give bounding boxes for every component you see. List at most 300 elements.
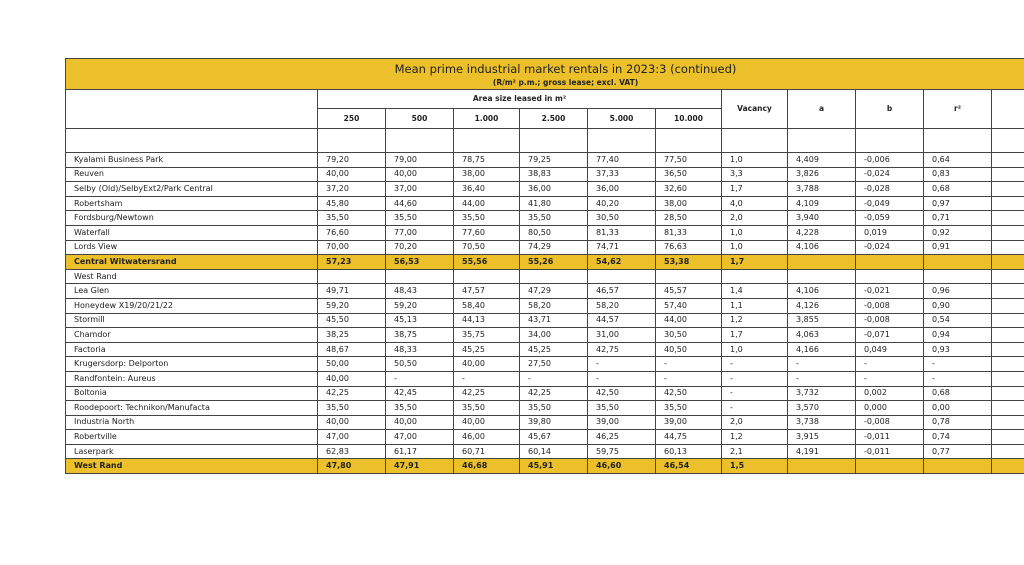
row-cell: 46,25 bbox=[588, 430, 656, 445]
row-cell: 1,4 bbox=[722, 284, 788, 299]
table-row bbox=[66, 386, 1024, 401]
row-cell-blank bbox=[992, 196, 1024, 211]
row-cell: 58,40 bbox=[454, 298, 520, 313]
row-cell: 42,45 bbox=[386, 386, 454, 401]
row-name: Industria North bbox=[66, 415, 318, 430]
row-cell: 1,2 bbox=[722, 430, 788, 445]
row-cell: 53,38 bbox=[656, 255, 722, 270]
row-cell bbox=[454, 269, 520, 284]
table-body bbox=[66, 153, 1024, 474]
table-row bbox=[66, 313, 1024, 328]
row-cell: 74,29 bbox=[520, 240, 588, 255]
row-cell: 2,1 bbox=[722, 444, 788, 459]
row-cell: 0,91 bbox=[924, 240, 992, 255]
row-cell: 4,106 bbox=[788, 284, 856, 299]
row-cell: 0,83 bbox=[924, 167, 992, 182]
table-row bbox=[66, 225, 1024, 240]
row-cell: 40,00 bbox=[454, 415, 520, 430]
row-cell: -0,011 bbox=[856, 444, 924, 459]
row-cell: 76,60 bbox=[318, 225, 386, 240]
row-cell: 56,53 bbox=[386, 255, 454, 270]
row-cell: 58,20 bbox=[520, 298, 588, 313]
spacer-row bbox=[66, 129, 1024, 153]
row-cell: 47,80 bbox=[318, 459, 386, 474]
row-cell: 62,83 bbox=[318, 444, 386, 459]
row-cell: 0,00 bbox=[924, 401, 992, 416]
row-cell: 4,063 bbox=[788, 328, 856, 343]
row-cell: 45,67 bbox=[520, 430, 588, 445]
row-cell: 4,126 bbox=[788, 298, 856, 313]
row-cell: 35,50 bbox=[588, 401, 656, 416]
row-cell bbox=[788, 269, 856, 284]
row-cell: 45,91 bbox=[520, 459, 588, 474]
row-cell: 48,43 bbox=[386, 284, 454, 299]
row-cell bbox=[856, 459, 924, 474]
row-cell: 42,25 bbox=[318, 386, 386, 401]
row-cell: 0,54 bbox=[924, 313, 992, 328]
a-header: a bbox=[788, 90, 856, 129]
row-cell: 38,00 bbox=[454, 167, 520, 182]
row-cell: 0,74 bbox=[924, 430, 992, 445]
row-cell: 42,50 bbox=[656, 386, 722, 401]
row-cell: 39,00 bbox=[656, 415, 722, 430]
row-cell: 38,25 bbox=[318, 328, 386, 343]
row-cell: 4,0 bbox=[722, 196, 788, 211]
row-cell: 30,50 bbox=[656, 328, 722, 343]
area-size-header: Area size leased in m² bbox=[318, 90, 722, 109]
row-cell: 0,019 bbox=[856, 225, 924, 240]
row-cell-blank bbox=[992, 269, 1024, 284]
header-node-blank bbox=[66, 90, 318, 129]
row-cell: 78,75 bbox=[454, 153, 520, 168]
row-cell: 80,50 bbox=[520, 225, 588, 240]
row-cell: -0,049 bbox=[856, 196, 924, 211]
row-cell: 47,29 bbox=[520, 284, 588, 299]
row-cell-blank bbox=[992, 401, 1024, 416]
row-cell bbox=[924, 255, 992, 270]
row-cell: 3,915 bbox=[788, 430, 856, 445]
row-cell: 55,26 bbox=[520, 255, 588, 270]
row-cell: 1,7 bbox=[722, 328, 788, 343]
row-cell: 2,0 bbox=[722, 415, 788, 430]
table-row bbox=[66, 430, 1024, 445]
row-cell: 59,75 bbox=[588, 444, 656, 459]
row-cell: 1,7 bbox=[722, 182, 788, 197]
row-cell-blank bbox=[992, 342, 1024, 357]
row-cell: 0,97 bbox=[924, 196, 992, 211]
row-cell: -0,024 bbox=[856, 167, 924, 182]
row-name: Kyalami Business Park bbox=[66, 153, 318, 168]
row-cell: 4,166 bbox=[788, 342, 856, 357]
vacancy-header: Vacancy bbox=[722, 90, 788, 129]
row-cell: - bbox=[788, 357, 856, 372]
row-cell: 55,56 bbox=[454, 255, 520, 270]
row-cell: 4,106 bbox=[788, 240, 856, 255]
row-cell: 0,000 bbox=[856, 401, 924, 416]
row-name: Reuven bbox=[66, 167, 318, 182]
row-cell: 79,00 bbox=[386, 153, 454, 168]
row-cell: 35,50 bbox=[318, 211, 386, 226]
row-cell: 4,109 bbox=[788, 196, 856, 211]
row-cell: 0,64 bbox=[924, 153, 992, 168]
table-row bbox=[66, 269, 1024, 284]
row-cell: 36,50 bbox=[656, 167, 722, 182]
row-cell: -0,011 bbox=[856, 430, 924, 445]
row-cell: - bbox=[386, 371, 454, 386]
table-row bbox=[66, 298, 1024, 313]
row-cell: 37,00 bbox=[386, 182, 454, 197]
summary-row bbox=[66, 459, 1024, 474]
row-cell: 60,71 bbox=[454, 444, 520, 459]
row-cell: 36,40 bbox=[454, 182, 520, 197]
row-cell: 42,50 bbox=[588, 386, 656, 401]
row-cell: 4,409 bbox=[788, 153, 856, 168]
row-cell: 27,50 bbox=[520, 357, 588, 372]
row-cell: 45,25 bbox=[454, 342, 520, 357]
row-cell: 47,91 bbox=[386, 459, 454, 474]
row-cell: 77,60 bbox=[454, 225, 520, 240]
size-header: 250 bbox=[318, 109, 386, 129]
row-name: Laserpark bbox=[66, 444, 318, 459]
row-cell: 35,75 bbox=[454, 328, 520, 343]
row-cell: 34,00 bbox=[520, 328, 588, 343]
rentals-table bbox=[65, 58, 1024, 474]
row-cell-blank bbox=[992, 386, 1024, 401]
title-cell bbox=[66, 59, 1024, 90]
row-cell: 70,50 bbox=[454, 240, 520, 255]
row-name: Factoria bbox=[66, 342, 318, 357]
row-cell: 46,00 bbox=[454, 430, 520, 445]
summary-row bbox=[66, 255, 1024, 270]
row-cell: 45,57 bbox=[656, 284, 722, 299]
title-row bbox=[66, 59, 1024, 90]
row-cell: 38,00 bbox=[656, 196, 722, 211]
row-cell: 37,33 bbox=[588, 167, 656, 182]
row-cell: 44,75 bbox=[656, 430, 722, 445]
row-cell: 44,13 bbox=[454, 313, 520, 328]
table-row bbox=[66, 415, 1024, 430]
row-name: Stormill bbox=[66, 313, 318, 328]
row-cell: - bbox=[924, 357, 992, 372]
row-cell: 0,96 bbox=[924, 284, 992, 299]
header-blank-right bbox=[992, 90, 1024, 129]
row-cell: 45,13 bbox=[386, 313, 454, 328]
row-cell: 0,92 bbox=[924, 225, 992, 240]
row-cell-blank bbox=[992, 153, 1024, 168]
row-cell: 39,00 bbox=[588, 415, 656, 430]
table-row bbox=[66, 342, 1024, 357]
table-row bbox=[66, 401, 1024, 416]
row-cell-blank bbox=[992, 284, 1024, 299]
row-cell bbox=[318, 269, 386, 284]
row-cell: 61,17 bbox=[386, 444, 454, 459]
row-name: West Rand bbox=[66, 459, 318, 474]
row-cell: 40,00 bbox=[386, 415, 454, 430]
row-cell: 0,78 bbox=[924, 415, 992, 430]
row-cell: 57,23 bbox=[318, 255, 386, 270]
row-cell bbox=[924, 269, 992, 284]
row-cell: 74,71 bbox=[588, 240, 656, 255]
row-cell: 35,50 bbox=[520, 401, 588, 416]
row-name: Fordsburg/Newtown bbox=[66, 211, 318, 226]
table-row bbox=[66, 357, 1024, 372]
row-cell: 46,57 bbox=[588, 284, 656, 299]
row-cell: 1,7 bbox=[722, 255, 788, 270]
row-cell: - bbox=[856, 357, 924, 372]
row-cell-blank bbox=[992, 328, 1024, 343]
row-cell: 40,00 bbox=[318, 167, 386, 182]
row-cell: 42,25 bbox=[454, 386, 520, 401]
row-name: Chamdor bbox=[66, 328, 318, 343]
row-cell: 37,20 bbox=[318, 182, 386, 197]
row-cell: 81,33 bbox=[656, 225, 722, 240]
row-cell: 1,0 bbox=[722, 342, 788, 357]
row-cell bbox=[924, 459, 992, 474]
row-cell: - bbox=[722, 401, 788, 416]
row-cell: - bbox=[722, 371, 788, 386]
row-cell: -0,059 bbox=[856, 211, 924, 226]
row-cell: 0,002 bbox=[856, 386, 924, 401]
table-row bbox=[66, 167, 1024, 182]
row-cell: 47,00 bbox=[318, 430, 386, 445]
row-cell: 40,00 bbox=[318, 415, 386, 430]
row-cell: 1,1 bbox=[722, 298, 788, 313]
header-row-top bbox=[66, 90, 1024, 109]
row-cell: 79,25 bbox=[520, 153, 588, 168]
row-cell: 77,00 bbox=[386, 225, 454, 240]
row-cell: 3,826 bbox=[788, 167, 856, 182]
row-cell: 44,57 bbox=[588, 313, 656, 328]
row-cell: - bbox=[722, 386, 788, 401]
row-cell: -0,008 bbox=[856, 313, 924, 328]
row-cell: 43,71 bbox=[520, 313, 588, 328]
row-name: Randfontein: Aureus bbox=[66, 371, 318, 386]
size-header: 2.500 bbox=[520, 109, 588, 129]
row-name: Honeydew X19/20/21/22 bbox=[66, 298, 318, 313]
row-cell-blank bbox=[992, 371, 1024, 386]
row-cell: 40,00 bbox=[454, 357, 520, 372]
row-cell: -0,008 bbox=[856, 298, 924, 313]
row-cell: 46,60 bbox=[588, 459, 656, 474]
row-cell-blank bbox=[992, 240, 1024, 255]
size-header: 500 bbox=[386, 109, 454, 129]
row-name: Robertville bbox=[66, 430, 318, 445]
row-cell: 30,50 bbox=[588, 211, 656, 226]
row-cell: - bbox=[924, 371, 992, 386]
row-cell: - bbox=[656, 357, 722, 372]
row-cell: 0,68 bbox=[924, 386, 992, 401]
row-cell: 40,00 bbox=[318, 371, 386, 386]
row-cell-blank bbox=[992, 415, 1024, 430]
table-row bbox=[66, 444, 1024, 459]
row-cell bbox=[386, 269, 454, 284]
row-cell: - bbox=[856, 371, 924, 386]
row-cell bbox=[722, 269, 788, 284]
row-cell-blank bbox=[992, 357, 1024, 372]
row-cell: 57,40 bbox=[656, 298, 722, 313]
row-cell: 44,00 bbox=[656, 313, 722, 328]
row-cell: 0,71 bbox=[924, 211, 992, 226]
table-row bbox=[66, 182, 1024, 197]
row-cell bbox=[856, 255, 924, 270]
row-cell: 40,00 bbox=[386, 167, 454, 182]
row-cell: 70,00 bbox=[318, 240, 386, 255]
row-cell: 47,00 bbox=[386, 430, 454, 445]
row-cell: - bbox=[588, 357, 656, 372]
row-cell: -0,006 bbox=[856, 153, 924, 168]
row-cell: 32,60 bbox=[656, 182, 722, 197]
row-cell: -0,028 bbox=[856, 182, 924, 197]
row-cell: 28,50 bbox=[656, 211, 722, 226]
row-cell: 46,68 bbox=[454, 459, 520, 474]
row-cell: 44,60 bbox=[386, 196, 454, 211]
row-cell-blank bbox=[992, 211, 1024, 226]
table-row bbox=[66, 284, 1024, 299]
row-cell: -0,021 bbox=[856, 284, 924, 299]
row-name: Boltonia bbox=[66, 386, 318, 401]
table-row bbox=[66, 153, 1024, 168]
row-cell bbox=[656, 269, 722, 284]
table-row bbox=[66, 196, 1024, 211]
row-cell: 31,00 bbox=[588, 328, 656, 343]
row-cell bbox=[788, 255, 856, 270]
row-name: Waterfall bbox=[66, 225, 318, 240]
row-cell: 48,33 bbox=[386, 342, 454, 357]
row-cell: 41,80 bbox=[520, 196, 588, 211]
row-cell: 3,738 bbox=[788, 415, 856, 430]
row-cell: 35,50 bbox=[520, 211, 588, 226]
row-cell: - bbox=[722, 357, 788, 372]
size-header: 10.000 bbox=[656, 109, 722, 129]
row-cell-blank bbox=[992, 255, 1024, 270]
row-cell: 35,50 bbox=[318, 401, 386, 416]
row-cell: -0,024 bbox=[856, 240, 924, 255]
row-cell: 3,732 bbox=[788, 386, 856, 401]
row-cell: 0,93 bbox=[924, 342, 992, 357]
row-cell: 0,77 bbox=[924, 444, 992, 459]
size-header: 1.000 bbox=[454, 109, 520, 129]
row-cell: 3,940 bbox=[788, 211, 856, 226]
row-cell: 0,68 bbox=[924, 182, 992, 197]
row-cell: 1,5 bbox=[722, 459, 788, 474]
row-cell: 4,191 bbox=[788, 444, 856, 459]
row-name: Central Witwatersrand bbox=[66, 255, 318, 270]
row-cell: 1,0 bbox=[722, 153, 788, 168]
row-cell: 40,50 bbox=[656, 342, 722, 357]
row-cell: 3,788 bbox=[788, 182, 856, 197]
row-cell: 1,0 bbox=[722, 240, 788, 255]
row-cell: 39,80 bbox=[520, 415, 588, 430]
row-cell: 79,20 bbox=[318, 153, 386, 168]
row-cell: 76,63 bbox=[656, 240, 722, 255]
row-cell: 35,50 bbox=[386, 211, 454, 226]
row-cell: 45,25 bbox=[520, 342, 588, 357]
row-cell-blank bbox=[992, 182, 1024, 197]
row-cell: - bbox=[588, 371, 656, 386]
row-cell: 36,00 bbox=[520, 182, 588, 197]
row-cell: 42,25 bbox=[520, 386, 588, 401]
row-name: Krugersdorp: Delporton bbox=[66, 357, 318, 372]
row-cell: 60,13 bbox=[656, 444, 722, 459]
row-cell: 35,50 bbox=[454, 401, 520, 416]
row-cell: 77,50 bbox=[656, 153, 722, 168]
row-cell: - bbox=[788, 371, 856, 386]
row-cell: 70,20 bbox=[386, 240, 454, 255]
row-cell-blank bbox=[992, 313, 1024, 328]
row-cell: -0,071 bbox=[856, 328, 924, 343]
row-name: Lords View bbox=[66, 240, 318, 255]
row-cell: 35,50 bbox=[656, 401, 722, 416]
row-name: Robertsham bbox=[66, 196, 318, 211]
b-header: b bbox=[856, 90, 924, 129]
size-header: 5.000 bbox=[588, 109, 656, 129]
row-cell: 42,75 bbox=[588, 342, 656, 357]
row-cell: 0,94 bbox=[924, 328, 992, 343]
row-name: Selby (Old)/SelbyExt2/Park Central bbox=[66, 182, 318, 197]
row-cell bbox=[856, 269, 924, 284]
row-cell: 48,67 bbox=[318, 342, 386, 357]
row-cell: 50,00 bbox=[318, 357, 386, 372]
row-cell: 45,80 bbox=[318, 196, 386, 211]
row-cell-blank bbox=[992, 225, 1024, 240]
row-cell-blank bbox=[992, 167, 1024, 182]
row-cell: 4,228 bbox=[788, 225, 856, 240]
row-cell: - bbox=[520, 371, 588, 386]
row-cell-blank bbox=[992, 298, 1024, 313]
table-row bbox=[66, 328, 1024, 343]
table-row bbox=[66, 240, 1024, 255]
row-cell: 44,00 bbox=[454, 196, 520, 211]
row-cell: 47,57 bbox=[454, 284, 520, 299]
row-cell: 35,50 bbox=[386, 401, 454, 416]
row-cell: 54,62 bbox=[588, 255, 656, 270]
row-name: Roodepoort: Technikon/Manufacta bbox=[66, 401, 318, 416]
row-cell: - bbox=[656, 371, 722, 386]
row-cell: -0,008 bbox=[856, 415, 924, 430]
row-cell: 35,50 bbox=[454, 211, 520, 226]
row-cell: 36,00 bbox=[588, 182, 656, 197]
table-subtitle: (R/m² p.m.; gross lease; excl. VAT) bbox=[492, 77, 639, 87]
row-cell bbox=[788, 459, 856, 474]
row-cell bbox=[588, 269, 656, 284]
row-cell: 40,20 bbox=[588, 196, 656, 211]
row-cell: 0,90 bbox=[924, 298, 992, 313]
row-cell: 59,20 bbox=[386, 298, 454, 313]
row-cell: 77,40 bbox=[588, 153, 656, 168]
row-cell: 60,14 bbox=[520, 444, 588, 459]
row-cell bbox=[520, 269, 588, 284]
row-cell: 49,71 bbox=[318, 284, 386, 299]
row-cell: 58,20 bbox=[588, 298, 656, 313]
row-name: Lea Glen bbox=[66, 284, 318, 299]
row-cell: - bbox=[454, 371, 520, 386]
row-cell: 45,50 bbox=[318, 313, 386, 328]
row-cell: 3,3 bbox=[722, 167, 788, 182]
row-cell-blank bbox=[992, 459, 1024, 474]
row-cell-blank bbox=[992, 430, 1024, 445]
row-cell: 59,20 bbox=[318, 298, 386, 313]
table-title: Mean prime industrial market rentals in 2023:3 (continued) bbox=[394, 62, 737, 76]
r2-header: r² bbox=[924, 90, 992, 129]
row-cell: 38,83 bbox=[520, 167, 588, 182]
row-cell: 3,855 bbox=[788, 313, 856, 328]
row-cell: 2,0 bbox=[722, 211, 788, 226]
table-row bbox=[66, 371, 1024, 386]
row-cell: 50,50 bbox=[386, 357, 454, 372]
row-name: West Rand bbox=[66, 269, 318, 284]
row-cell: 46,54 bbox=[656, 459, 722, 474]
row-cell: 1,0 bbox=[722, 225, 788, 240]
